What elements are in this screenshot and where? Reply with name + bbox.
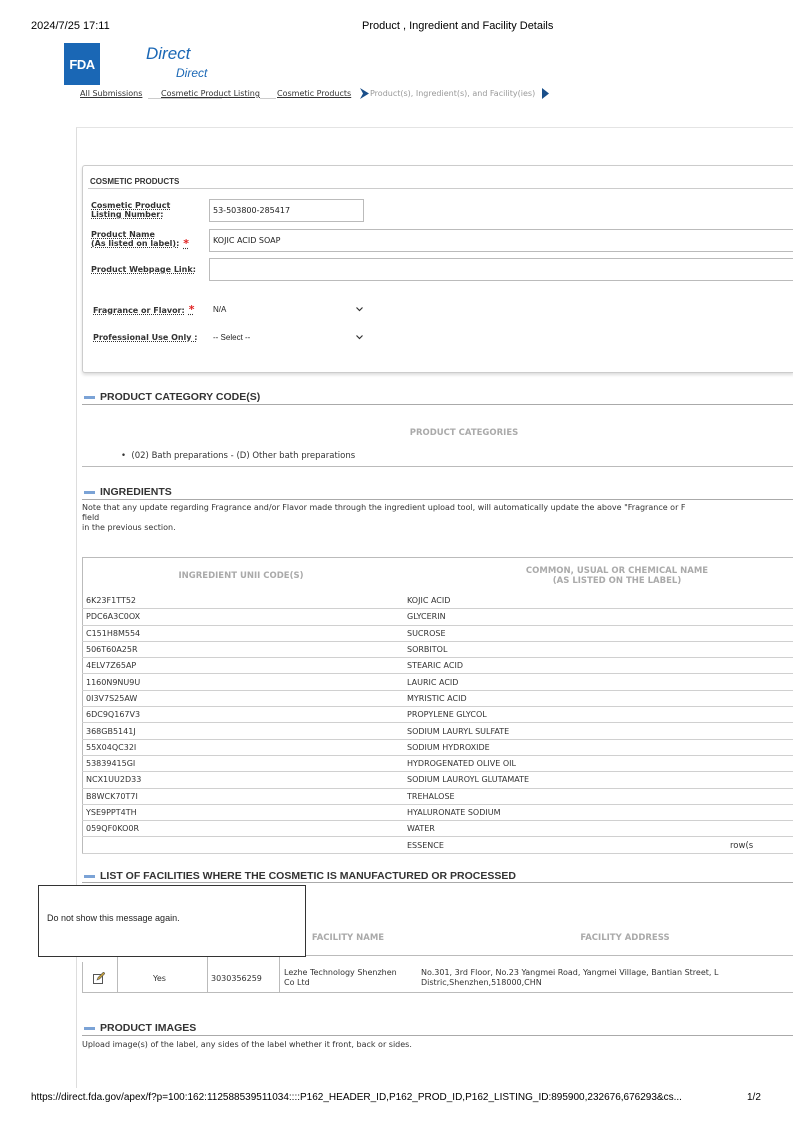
facility-fei: 3030356259: [211, 974, 262, 983]
ingredient-row: [83, 641, 793, 657]
ingredient-row: [83, 755, 793, 771]
ingredient-unii-code: 55X04QC32I: [83, 739, 405, 755]
ingredients-note-line3: in the previous section.: [82, 523, 176, 532]
collapse-icon[interactable]: [84, 875, 95, 878]
fragrance-select[interactable]: [211, 302, 366, 318]
ingredients-note-line2: field: [82, 513, 100, 522]
chevron-down-icon: [356, 307, 363, 312]
col-divider: [279, 955, 280, 992]
ingredients-note-line1: Note that any update regarding Fragrance and/or Flavor made through the ingredient upload tool, will automatically update the above "Fragrance or F: [82, 503, 686, 512]
print-url: https://direct.fda.gov/apex/f?p=100:162:112588539511034::::P162_HEADER_ID,P162_PROD_ID,P162_LISTING_ID:895900,232676,676293&cs...: [31, 1092, 682, 1103]
ingredient-unii-code: 059QF0KO0R: [83, 821, 405, 837]
listing-number-field[interactable]: 53-503800-285417: [209, 199, 364, 222]
fragrance-label: [93, 303, 195, 316]
listing-number-label-line2: Listing Number:: [91, 210, 164, 219]
category-list-item: [121, 451, 355, 461]
ingredient-name: TREHALOSE: [404, 788, 793, 804]
ingredients-table: [82, 593, 793, 854]
ingredient-row: [83, 690, 793, 706]
ingredient-row: [83, 837, 793, 853]
ingredient-name: WATER: [404, 821, 793, 837]
webpage-link-label: Product Webpage Link:: [91, 265, 196, 274]
ingredient-unii-code: 53839415GI: [83, 755, 405, 771]
col-divider: [207, 955, 208, 992]
professional-use-label: Professional Use Only :: [93, 333, 198, 342]
print-page-number: 1/2: [747, 1092, 761, 1103]
ingredient-row: [83, 788, 793, 804]
ingredient-row: [83, 625, 793, 641]
ingredient-unii-code: YSE9PPT4TH: [83, 804, 405, 820]
ingredients-note: [82, 503, 793, 533]
section-divider: [82, 1035, 793, 1036]
ingredient-unii-code: 0I3V7S25AW: [83, 690, 405, 706]
category-column-header: PRODUCT CATEGORIES: [409, 428, 519, 438]
category-item-text: (02) Bath preparations - (D) Other bath preparations: [131, 451, 356, 461]
collapse-icon[interactable]: [84, 1027, 95, 1030]
ingredient-name-header-line1: COMMON, USUAL OR CHEMICAL NAME: [525, 566, 709, 576]
ingredient-unii-code: 6K23F1TT52: [83, 593, 405, 609]
ingredient-unii-code: 368GB5141J: [83, 723, 405, 739]
ingredient-name: SODIUM LAURYL SULFATE: [404, 723, 793, 739]
print-datetime: 2024/7/25 17:11: [31, 20, 110, 32]
category-bottom-line: [82, 466, 793, 467]
section-divider: [82, 499, 793, 500]
required-mark: *: [183, 237, 190, 250]
ingredient-name: KOJIC ACID: [404, 593, 793, 609]
webpage-link-field[interactable]: [209, 258, 793, 281]
ingredients-section-title: INGREDIENTS: [100, 486, 172, 498]
bullet-icon: •: [121, 451, 132, 461]
breadcrumb-end-arrow-icon: [542, 88, 549, 99]
ingredient-row: [83, 674, 793, 690]
ingredient-name-header-line2: (AS LISTED ON THE LABEL): [552, 576, 682, 586]
ingredient-unii-code: C151H8M554: [83, 625, 405, 641]
collapse-icon[interactable]: [84, 491, 95, 494]
ingredient-unii-code: B8WCK70T7I: [83, 788, 405, 804]
row-count: row(s: [730, 841, 754, 851]
ingredient-name: SUCROSE: [404, 625, 793, 641]
ingredient-row: [83, 593, 793, 609]
facility-address-line1: No.301, 3rd Floor, No.23 Yangmei Road, Yangmei Village, Bantian Street, L: [421, 968, 719, 977]
facility-name: [284, 968, 397, 988]
breadcrumb-cosmetic-products[interactable]: Cosmetic Products: [277, 89, 352, 98]
col-divider: [117, 955, 118, 992]
images-note: Upload image(s) of the label, any sides of the label whether it front, back or sides.: [82, 1040, 412, 1049]
ingredient-name: HYALURONATE SODIUM: [404, 804, 793, 820]
listing-number-label-line1: Cosmetic Product: [91, 201, 171, 210]
facility-address-line2: Distric,Shenzhen,518000,CHN: [421, 978, 542, 987]
ingredient-unii-code: NCX1UU2D33: [83, 772, 405, 788]
section-divider: [82, 404, 793, 405]
professional-use-select-value: -- Select --: [213, 333, 251, 342]
facility-address-header: FACILITY ADDRESS: [580, 933, 670, 943]
ingredient-unii-code: PDC6A3C0OX: [83, 609, 405, 625]
edit-icon[interactable]: [93, 972, 105, 984]
facility-primary: Yes: [153, 974, 166, 983]
ingredient-row: [83, 658, 793, 674]
ingredient-name: SORBITOL: [404, 641, 793, 657]
ingredient-row: [83, 804, 793, 820]
facility-name-line1: Lezhe Technology Shenzhen: [284, 968, 397, 977]
professional-use-select[interactable]: [211, 330, 366, 346]
print-title: Product , Ingredient and Facility Details: [362, 20, 554, 32]
product-name-label-line2: (As listed on label):: [91, 239, 180, 248]
product-name-field[interactable]: KOJIC ACID SOAP: [209, 229, 793, 252]
direct-logo-text: Direct: [146, 44, 191, 63]
section-divider: [82, 882, 793, 883]
breadcrumb-current: Product(s), Ingredient(s), and Facility(ies): [370, 89, 536, 98]
ingredient-code-header: INGREDIENT UNII CODE(S): [178, 571, 304, 581]
ingredient-name: SODIUM LAUROYL GLUTAMATE: [404, 772, 793, 788]
ingredient-row: [83, 707, 793, 723]
panel-divider: [88, 188, 793, 189]
breadcrumb-arrow-icon: [360, 88, 369, 99]
fda-logo[interactable]: FDA: [64, 43, 100, 85]
facility-name-line2: Co Ltd: [284, 978, 310, 987]
ingredient-name-header: [500, 566, 734, 586]
ingredient-name: ESSENCE: [404, 837, 793, 853]
product-name-label: [91, 230, 189, 248]
category-section-title: PRODUCT CATEGORY CODE(S): [100, 391, 261, 403]
facility-row: [82, 962, 793, 993]
ingredient-unii-code: 1160N9NU9U: [83, 674, 405, 690]
images-section-title: PRODUCT IMAGES: [100, 1022, 197, 1034]
breadcrumb-cosmetic-product-listing[interactable]: Cosmetic Product Listing: [161, 89, 260, 98]
collapse-icon[interactable]: [84, 396, 95, 399]
breadcrumb-all-submissions[interactable]: All Submissions: [80, 89, 143, 98]
ingredient-unii-code: 4ELV7Z65AP: [83, 658, 405, 674]
ingredient-unii-code: [83, 837, 405, 853]
ingredient-row: [83, 609, 793, 625]
ingredient-name: STEARIC ACID: [404, 658, 793, 674]
ingredient-row: [83, 739, 793, 755]
ingredient-unii-code: 506T60A25R: [83, 641, 405, 657]
ingredient-row: [83, 821, 793, 837]
fragrance-select-value: N/A: [213, 305, 227, 314]
breadcrumb-separator: [260, 98, 276, 99]
ingredient-name: HYDROGENATED OLIVE OIL: [404, 755, 793, 771]
ingredient-row: [83, 723, 793, 739]
product-name-label-line1: Product Name: [91, 230, 155, 239]
dont-show-popup: [38, 885, 306, 957]
fragrance-label-text: Fragrance or Flavor:: [93, 306, 185, 315]
direct-logo-subtext: Direct: [176, 66, 208, 80]
required-mark: *: [188, 303, 195, 316]
facility-address: [421, 968, 793, 988]
ingredient-name: PROPYLENE GLYCOL: [404, 707, 793, 723]
dont-show-again-link[interactable]: Do not show this message again.: [47, 913, 180, 923]
facilities-section-title: LIST OF FACILITIES WHERE THE COSMETIC IS MANUFACTURED OR PROCESSED: [100, 870, 516, 882]
facility-name-header: FACILITY NAME: [311, 933, 385, 943]
ingredient-row: [83, 772, 793, 788]
chevron-down-icon: [356, 335, 363, 340]
breadcrumb: [80, 88, 560, 100]
ingredient-name: GLYCERIN: [404, 609, 793, 625]
ingredient-unii-code: 6DC9Q167V3: [83, 707, 405, 723]
cosmetic-products-title: COSMETIC PRODUCTS: [90, 177, 180, 186]
breadcrumb-separator: [148, 98, 222, 99]
ingredient-name: SODIUM HYDROXIDE: [404, 739, 793, 755]
ingredient-name: MYRISTIC ACID: [404, 690, 793, 706]
ingredient-name: LAURIC ACID: [404, 674, 793, 690]
listing-number-label: [91, 201, 170, 219]
